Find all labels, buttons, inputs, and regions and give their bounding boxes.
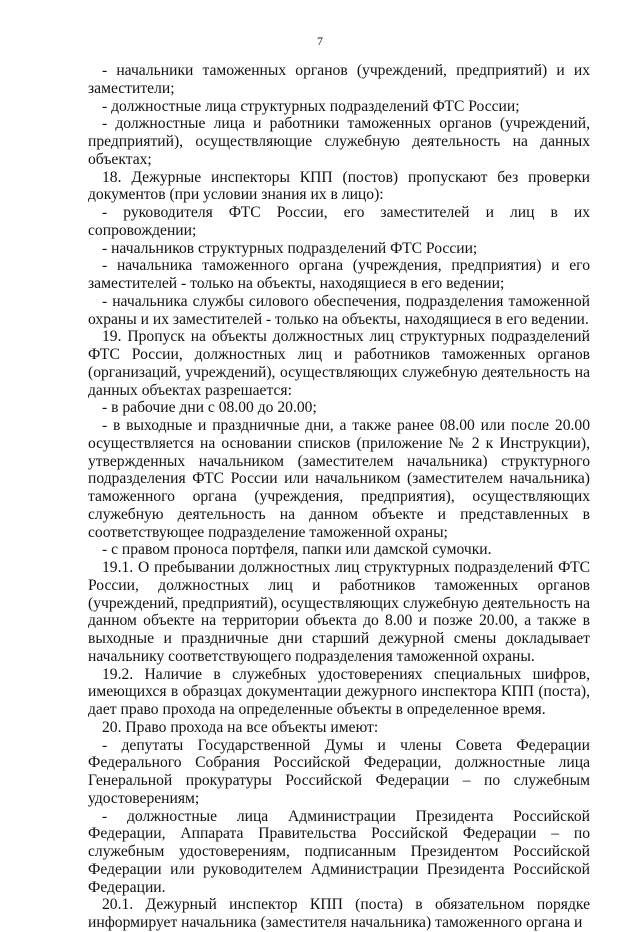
- paragraph: 20.1. Дежурный инспектор КПП (поста) в обязательном порядке информирует начальника (заместителя начальника) таможенного органа и: [88, 896, 590, 931]
- paragraph: - должностные лица структурных подразделений ФТС России;: [102, 97, 520, 115]
- paragraph: 20. Право прохода на все объекты имеют:: [102, 718, 379, 736]
- paragraph: 19.2. Наличие в служебных удостоверениях специальных шифров, имеющихся в образцах документации дежурного инспектора КПП (поста), дает право прохода на определенные объекты в определенное время.: [88, 665, 590, 718]
- paragraph: - в рабочие дни с 08.00 до 20.00;: [102, 399, 317, 417]
- paragraph: - должностные лица и работники таможенных органов (учреждений, предприятий), осуществляющие служебную деятельность на данных объектах;: [88, 115, 590, 168]
- paragraph: - начальников структурных подразделений ФТС России;: [102, 239, 478, 257]
- document-body: [88, 62, 590, 932]
- paragraph: - руководителя ФТС России, его заместителей и лиц в их сопровождении;: [88, 204, 590, 239]
- paragraph: 19. Пропуск на объекты должностных лиц структурных подразделений ФТС России, должностных лиц и работников таможенных органов (организаций, учреждений), осуществляющих служебную деятельность на данных объектах разрешается:: [88, 328, 590, 399]
- paragraph: - должностные лица Администрации Президента Российской Федерации, Аппарата Правительства Российской Федерации – по служебным удостоверениям, подписанным Президентом Российской Федерации или руководителем Администрации Президента Российской Федерации.: [88, 807, 590, 896]
- paragraph: 19.1. О пребывании должностных лиц структурных подразделений ФТС России, должностных лиц и работников таможенных органов (учреждений, предприятий), осуществляющих служебную деятельность на данном объекте на территории объекта до 8.00 и позже 20.00, а также в выходные и праздничные дни старший дежурной смены докладывает начальнику соответствующего подразделения таможенной охраны.: [88, 559, 590, 665]
- paragraph: - начальника службы силового обеспечения, подразделения таможенной охраны и их заместителей - только на объекты, находящиеся в его ведении.: [88, 292, 590, 328]
- paragraph: - депутаты Государственной Думы и члены Совета Федерации Федерального Собрания Российской Федерации, должностные лица Генеральной прокуратуры Российской Федерации – по служебным удостоверениям;: [88, 736, 590, 807]
- page-number: 7: [317, 34, 323, 48]
- paragraph: - начальники таможенных органов (учреждений, предприятий) и их заместители;: [88, 62, 590, 97]
- paragraph: - в выходные и праздничные дни, а также ранее 08.00 или после 20.00 осуществляется на основании списков (приложение № 2 к Инструкции), утвержденных начальником (заместителем начальника) структурного подразделения ФТС России или начальником (заместителем начальника) таможенного органа (учреждения, предприятия), осуществляющих служебную деятельность на данном объекте и представленных в соответствующее подразделение таможенной охраны;: [88, 417, 590, 541]
- paragraph: 18. Дежурные инспекторы КПП (постов) пропускают без проверки документов (при условии знания их в лицо):: [88, 168, 590, 204]
- paragraph: - с правом проноса портфеля, папки или дамской сумочки.: [102, 541, 492, 559]
- paragraph: - начальника таможенного органа (учреждения, предприятия) и его заместителей - только на объекты, находящиеся в его ведении;: [88, 257, 590, 292]
